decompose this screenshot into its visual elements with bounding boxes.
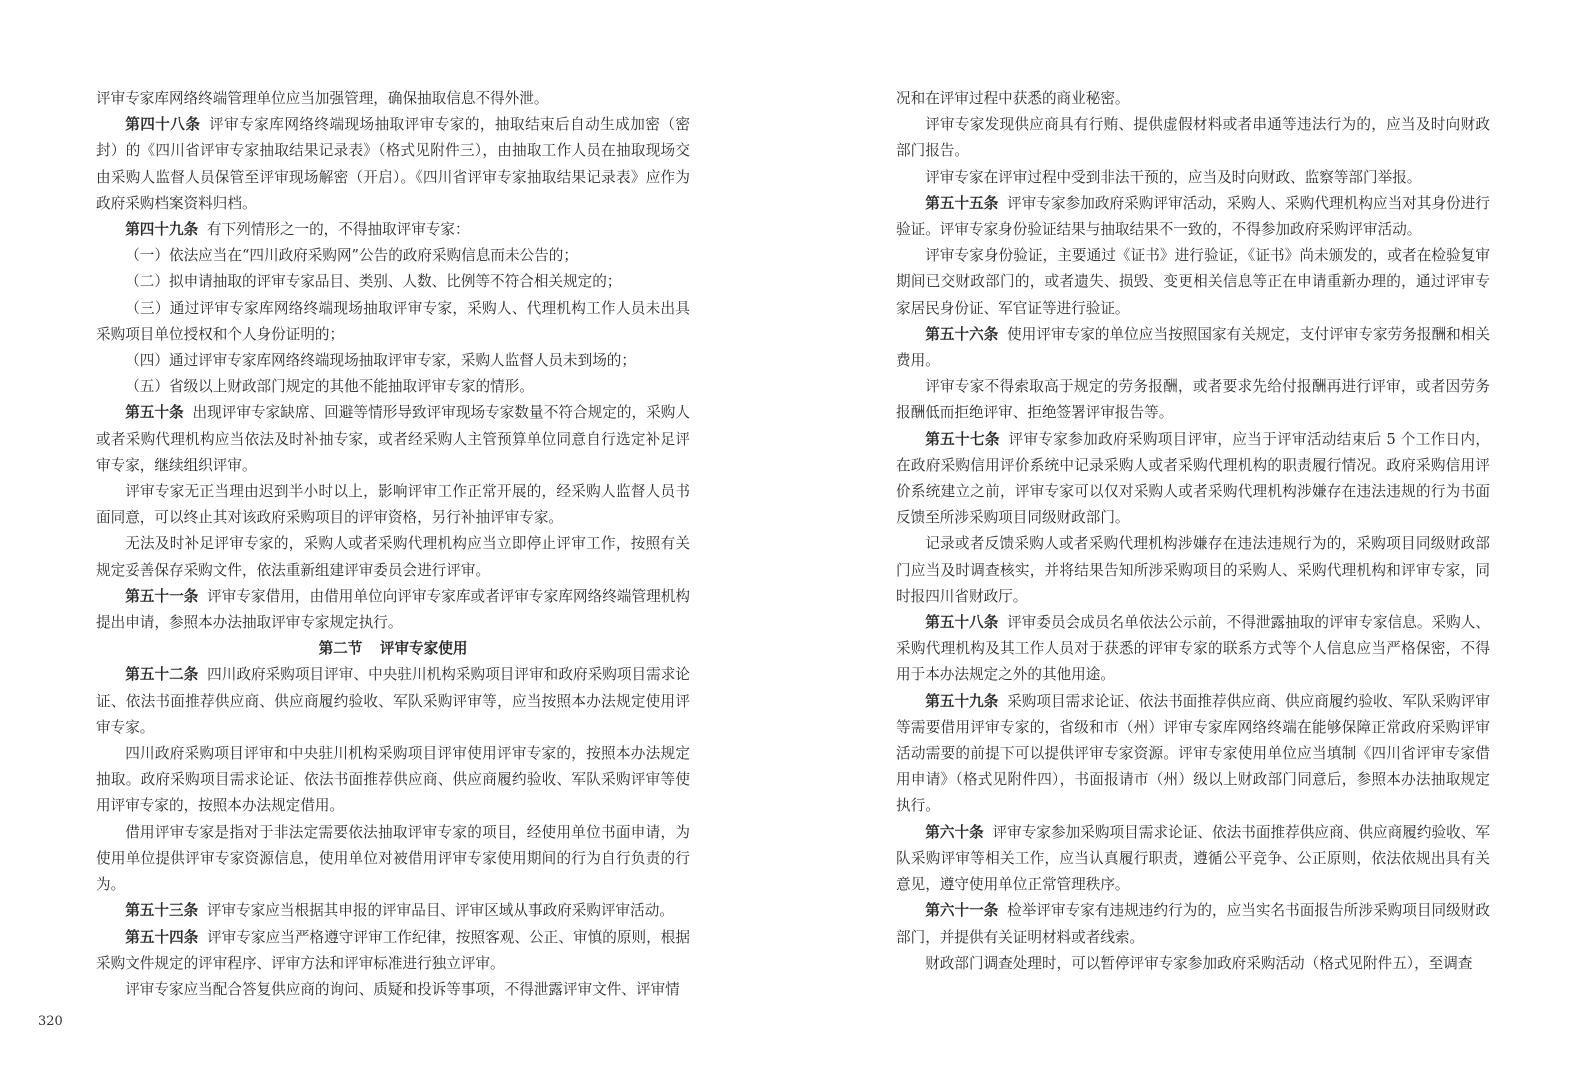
paragraph-text: 评审专家参加采购项目需求论证、依法书面推荐供应商、供应商履约验收、军队采购评审等相关工作，应当认真履行职责，遵循公平竞争、公正原则，依法依规出具有关意见，遵守使用单位正常管理秩序。 bbox=[896, 823, 1490, 894]
article-paragraph bbox=[896, 898, 1490, 950]
paragraph-text: 借用评审专家是指对于非法定需要依法抽取评审专家的项目，经使用单位书面申请，为使用单位提供评审专家资源信息，使用单位对被借用评审专家使用期间的行为自行负责的行为。 bbox=[96, 823, 690, 894]
left-column bbox=[96, 86, 690, 1003]
paragraph bbox=[96, 86, 690, 112]
paragraph bbox=[96, 374, 690, 400]
article-paragraph bbox=[896, 820, 1490, 899]
paragraph bbox=[96, 531, 690, 583]
paragraph-text: 评审专家在评审过程中受到非法干预的，应当及时向财政、监察等部门举报。 bbox=[925, 168, 1422, 186]
paragraph-text: 评审专家无正当理由迟到半小时以上，影响评审工作正常开展的，经采购人监督人员书面同意，可以终止其对该政府采购项目的评审资格，另行补抽评审专家。 bbox=[96, 483, 690, 527]
article-paragraph bbox=[96, 584, 690, 636]
paragraph-text: 出现评审专家缺席、回避等情形导致评审现场专家数量不符合规定的，采购人或者采购代理机构应当依法及时补抽专家，或者经采购人主管预算单位同意自行选定补足评审专家，继续组织评审。 bbox=[96, 404, 690, 474]
paragraph bbox=[96, 243, 690, 269]
article-number: 第五十四条 bbox=[125, 928, 199, 946]
article-paragraph bbox=[96, 898, 690, 924]
paragraph-text: 评审专家借用，由借用单位向评审专家库或者评审专家库网络终端管理机构提出申请，参照本办法抽取评审专家规定执行。 bbox=[96, 587, 690, 632]
paragraph bbox=[96, 741, 690, 820]
article-number: 第五十五条 bbox=[925, 194, 999, 212]
paragraph-text: （五）省级以上财政部门规定的其他不能抽取评审专家的情形。 bbox=[125, 378, 534, 396]
article-number: 第六十条 bbox=[925, 823, 984, 841]
article-number: 第四十九条 bbox=[125, 221, 199, 239]
paragraph-text: 评审委员会成员名单依法公示前，不得泄露抽取的评审专家信息。采购人、采购代理机构及其工作人员对于获悉的评审专家的联系方式等个人信息应当严格保密，不得用于本办法规定之外的其他用途。 bbox=[896, 614, 1490, 684]
paragraph bbox=[96, 977, 690, 1003]
page-number: 320 bbox=[38, 1014, 63, 1029]
section-title-part: 评审专家使用 bbox=[379, 640, 468, 658]
paragraph-text: 四川政府采购项目评审、中央驻川机构采购项目评审和政府采购项目需求论证、依法书面推荐供应商、供应商履约验收、军队采购评审等，应当按照本办法规定使用评审专家。 bbox=[96, 666, 690, 736]
paragraph bbox=[96, 820, 690, 899]
article-number: 第五十二条 bbox=[125, 666, 199, 684]
paragraph-text: 评审专家参加政府采购评审活动，采购人、采购代理机构应当对其身份进行验证。评审专家身份验证结果与抽取结果不一致的，不得参加政府采购评审活动。 bbox=[896, 194, 1490, 239]
paragraph bbox=[896, 165, 1490, 191]
section-title bbox=[96, 636, 690, 662]
article-paragraph bbox=[96, 925, 690, 977]
paragraph bbox=[96, 479, 690, 531]
article-number: 第六十一条 bbox=[925, 902, 999, 920]
paragraph bbox=[896, 531, 1490, 610]
article-paragraph bbox=[96, 400, 690, 479]
article-number: 第五十九条 bbox=[925, 692, 999, 710]
paragraph-text: 评审专家库网络终端现场抽取评审专家的，抽取结束后自动生成加密（密封）的《四川省评审专家抽取结果记录表》（格式见附件三），由抽取工作人员在抽取现场交由采购人监督人员保管至评审现场解密（开启）。《四川省评审专家抽取结果记录表》应作为政府采购档案资料归档。 bbox=[96, 116, 690, 212]
paragraph-text: （一）依法应当在“四川政府采购网”公告的政府采购信息而未公告的； bbox=[125, 247, 578, 265]
paragraph bbox=[896, 112, 1490, 164]
paragraph-text: 无法及时补足评审专家的，采购人或者采购代理机构应当立即停止评审工作，按照有关规定妥善保存采购文件，依法重新组建评审委员会进行评审。 bbox=[96, 535, 690, 579]
paragraph-text: 评审专家身份验证，主要通过《证书》进行验证，《证书》尚未颁发的，或者在检验复审期间已交财政部门的，或者遗失、损毁、变更相关信息等正在申请重新办理的，通过评审专家居民身份证、军官证等进行验证。 bbox=[896, 247, 1490, 317]
paragraph-text: 评审专家应当根据其申报的评审品目、评审区域从事政府采购评审活动。 bbox=[206, 902, 674, 920]
paragraph-text: 使用评审专家的单位应当按照国家有关规定，支付评审专家劳务报酬和相关费用。 bbox=[896, 325, 1490, 370]
article-number: 第五十条 bbox=[125, 404, 184, 422]
article-number: 第五十八条 bbox=[925, 614, 999, 632]
paragraph bbox=[96, 269, 690, 295]
right-column bbox=[896, 86, 1490, 977]
article-number: 第五十三条 bbox=[125, 902, 199, 920]
paragraph-text: 评审专家库网络终端管理单位应当加强管理，确保抽取信息不得外泄。 bbox=[96, 90, 549, 107]
section-title-part: 第二节 bbox=[318, 640, 363, 658]
paragraph-text: 四川政府采购项目评审和中央驻川机构采购项目评审使用评审专家的，按照本办法规定抽取。政府采购项目需求论证、依法书面推荐供应商、供应商履约验收、军队采购评审等使用评审专家的，按照本办法规定借用。 bbox=[96, 745, 690, 815]
article-paragraph bbox=[896, 322, 1490, 374]
paragraph bbox=[96, 348, 690, 374]
article-number: 第五十一条 bbox=[125, 587, 199, 605]
paragraph-text: 评审专家参加政府采购项目评审，应当于评审活动结束后 5 个工作日内，在政府采购信用评价系统中记录采购人或者采购代理机构的职责履行情况。政府采购信用评价系统建立之前，评审专家可以仅对采购人或者采购代理机构涉嫌存在违法违规的行为书面反馈至所涉采购项目同级财政部门。 bbox=[896, 430, 1490, 527]
paragraph-text: 有下列情形之一的，不得抽取评审专家： bbox=[206, 221, 470, 239]
paragraph-text: 评审专家应当配合答复供应商的询问、质疑和投诉等事项，不得泄露评审文件、评审情 bbox=[125, 980, 680, 998]
article-paragraph bbox=[96, 662, 690, 741]
article-number: 第四十八条 bbox=[125, 116, 201, 134]
paragraph-text: 评审专家发现供应商具有行贿、提供虚假材料或者串通等违法行为的，应当及时向财政部门报告。 bbox=[896, 116, 1490, 160]
paragraph-text: （三）通过评审专家库网络终端现场抽取评审专家，采购人、代理机构工作人员未出具采购项目单位授权和个人身份证明的； bbox=[96, 299, 690, 343]
paragraph-text: 检举评审专家有违规违约行为的，应当实名书面报告所涉采购项目同级财政部门，并提供有关证明材料或者线索。 bbox=[896, 902, 1490, 946]
article-paragraph bbox=[896, 191, 1490, 243]
paragraph-text: 评审专家不得索取高于规定的劳务报酬，或者要求先给付报酬再进行评审，或者因劳务报酬低而拒绝评审、拒绝签署评审报告等。 bbox=[896, 378, 1490, 422]
paragraph-text: 况和在评审过程中获悉的商业秘密。 bbox=[896, 90, 1130, 107]
paragraph bbox=[96, 296, 690, 348]
paragraph bbox=[896, 86, 1490, 112]
paragraph-text: （二）拟申请抽取的评审专家品目、类别、人数、比例等不符合相关规定的； bbox=[125, 273, 622, 291]
paragraph bbox=[896, 951, 1490, 977]
paragraph-text: 采购项目需求论证、依法书面推荐供应商、供应商履约验收、军队采购评审等需要借用评审专家的，省级和市（州）评审专家库网络终端在能够保障正常政府采购评审活动需要的前提下可以提供评审专家资源。评审专家使用单位应当填制《四川省评审专家借用申请》（格式见附件四），书面报请市（州）级以上财政部门同意后，参照本办法抽取规定执行。 bbox=[896, 692, 1490, 815]
article-paragraph bbox=[96, 217, 690, 243]
article-paragraph bbox=[96, 112, 690, 217]
paragraph bbox=[896, 374, 1490, 426]
paragraph-text: （四）通过评审专家库网络终端现场抽取评审专家，采购人监督人员未到场的； bbox=[125, 352, 636, 370]
article-paragraph bbox=[896, 427, 1490, 532]
paragraph-text: 财政部门调查处理时，可以暂停评审专家参加政府采购活动（格式见附件五），至调查 bbox=[925, 954, 1473, 972]
paragraph-text: 评审专家应当严格遵守评审工作纪律，按照客观、公正、审慎的原则，根据采购文件规定的评审程序、评审方法和评审标准进行独立评审。 bbox=[96, 928, 690, 972]
article-paragraph bbox=[896, 689, 1490, 820]
paragraph bbox=[896, 243, 1490, 322]
paragraph-text: 记录或者反馈采购人或者采购代理机构涉嫌存在违法违规行为的，采购项目同级财政部门应当及时调查核实，并将结果告知所涉采购项目的采购人、采购代理机构和评审专家，同时报四川省财政厅。 bbox=[896, 535, 1490, 605]
article-paragraph bbox=[896, 610, 1490, 689]
article-number: 第五十六条 bbox=[925, 325, 999, 343]
article-number: 第五十七条 bbox=[925, 430, 1000, 448]
